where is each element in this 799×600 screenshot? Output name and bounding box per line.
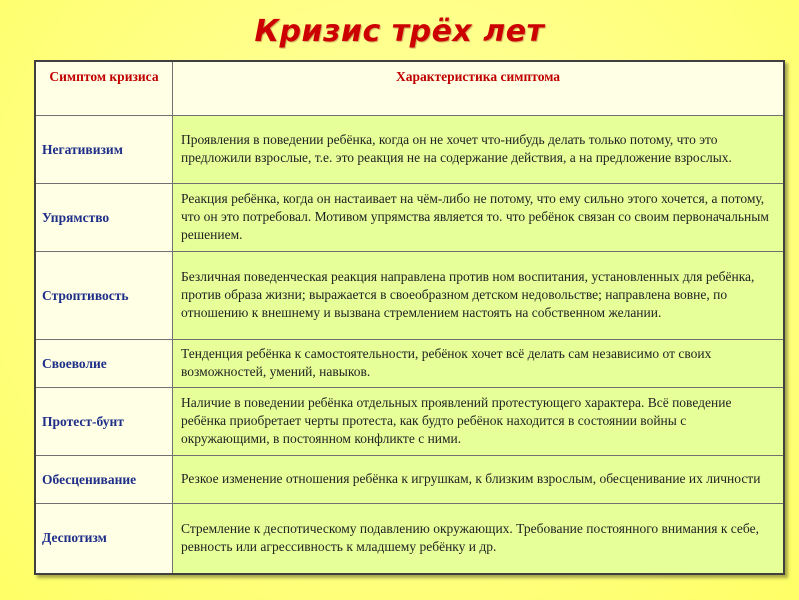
column-header-characteristic: Характеристика симптома — [173, 61, 785, 116]
table-row — [35, 456, 784, 504]
table-row — [35, 340, 784, 388]
symptom-name: Негативизим — [35, 116, 173, 184]
table-row — [35, 252, 784, 340]
symptom-description: Безличная поведенческая реакция направлена против ном воспитания, установленных для ребёнка, против образа жизни; выражается в своеобразном детском недовольстве; направлена вовне, по отношению к внешнему и вызвана стремлением настоять на собственном желании. — [173, 252, 785, 340]
symptom-name: Своеволие — [35, 340, 173, 388]
table-row — [35, 116, 784, 184]
symptom-description: Стремление к деспотическому подавлению окружающих. Требование постоянного внимания к себе, ревность или агрессивность к младшему ребёнку и др. — [173, 504, 785, 574]
table-row — [35, 184, 784, 252]
table-header-row — [35, 61, 784, 116]
symptom-description: Резкое изменение отношения ребёнка к игрушкам, к близким взрослым, обесценивание их личности — [173, 456, 785, 504]
symptoms-table — [34, 60, 785, 575]
symptom-name: Упрямство — [35, 184, 173, 252]
table-row — [35, 388, 784, 456]
page-title: Кризис трёх лет — [254, 14, 545, 49]
symptom-description: Тенденция ребёнка к самостоятельности, ребёнок хочет всё делать сам независимо от своих возможностей, умений, навыков. — [173, 340, 785, 388]
table-row — [35, 504, 784, 574]
column-header-symptom: Симптом кризиса — [35, 61, 173, 116]
symptom-name: Строптивость — [35, 252, 173, 340]
symptom-name: Протест-бунт — [35, 388, 173, 456]
symptom-name: Обесценивание — [35, 456, 173, 504]
symptom-description: Реакция ребёнка, когда он настаивает на чём-либо не потому, что ему сильно этого хочется, а потому, что он это потребовал. Мотивом упрямства является то. что ребёнок связан со своим первоначальным решением. — [173, 184, 785, 252]
symptom-name: Деспотизм — [35, 504, 173, 574]
symptom-description: Наличие в поведении ребёнка отдельных проявлений протестующего характера. Всё поведение ребёнка приобретает черты протеста, как будто ребёнок находится в состоянии войны с окружающими, в постоянном конфликте с ними. — [173, 388, 785, 456]
symptom-description: Проявления в поведении ребёнка, когда он не хочет что-нибудь делать только потому, что это предложили взрослые, т.е. это реакция не на содержание действия, а на предложение взрослых. — [173, 116, 785, 184]
